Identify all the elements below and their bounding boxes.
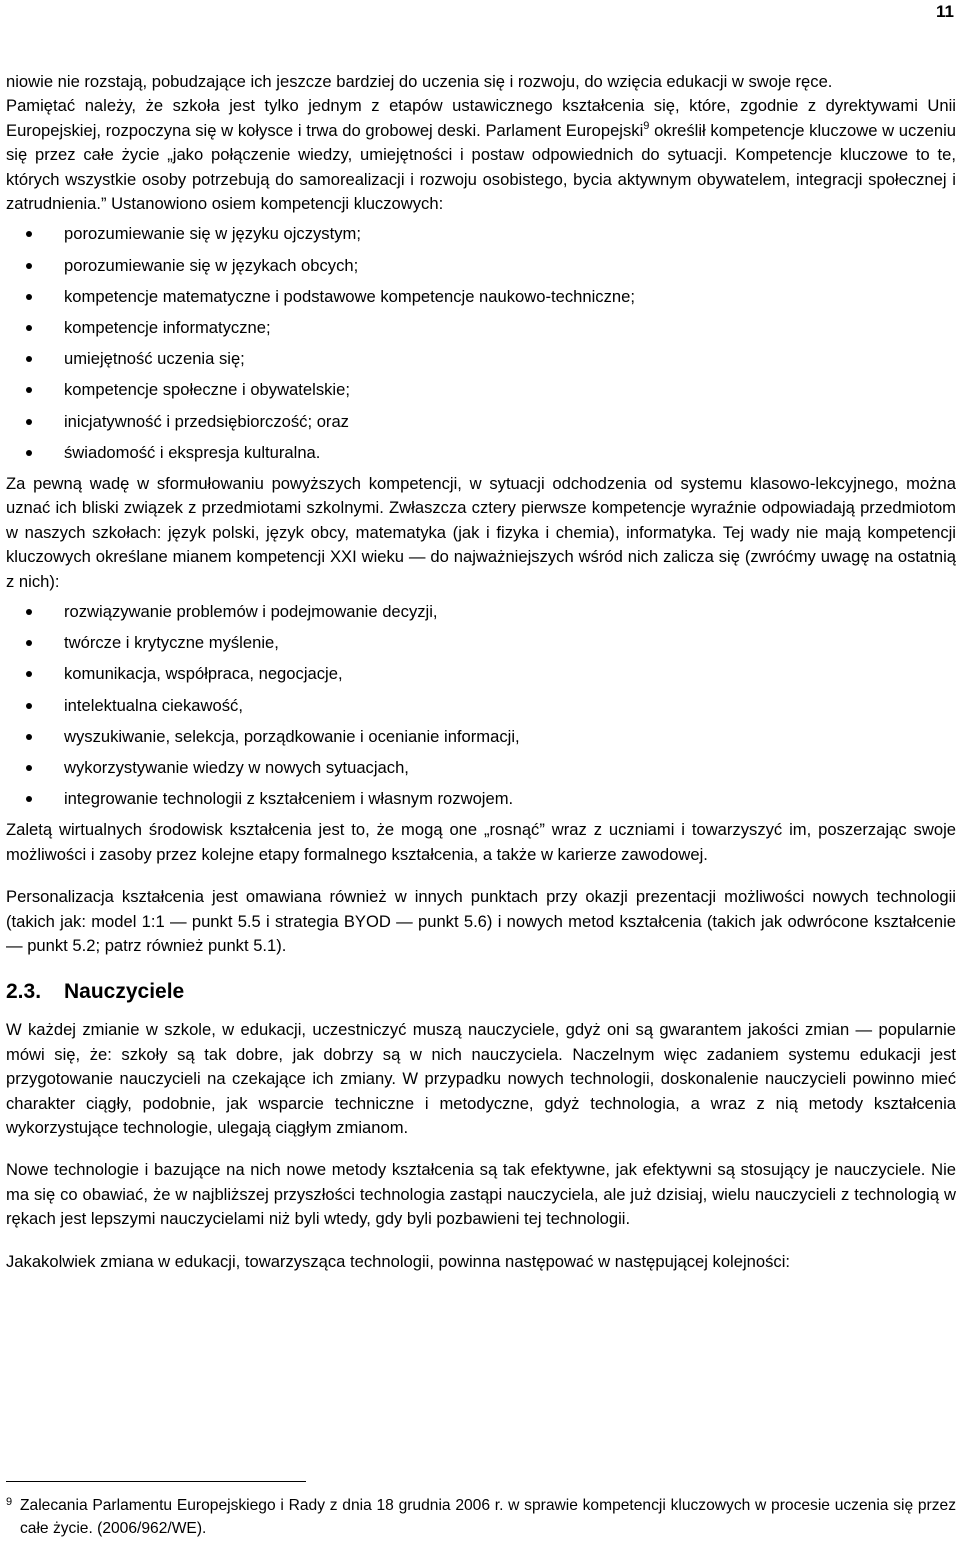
21st-century-competences-list: [6, 596, 956, 814]
paragraph-teachers: W każdej zmianie w szkole, w edukacji, uczestniczyć muszą nauczyciele, gdyż oni są gwarantem jakości zmian — popularnie mówi się, że: szkoły są tak dobre, jak dobrzy są w nich nauczyciela. Naczelnym więc zadaniem systemu edukacji jest przygotowanie nauczycieli na czekające ich zmiany. W przypadku nowych technologii, doskonalenie nauczycieli powinno mieć charakter ciągły, podobnie, jak wsparcie techniczne i metodyczne, gdyż technologia, a wraz z nią metody kształcenia wykorzystujące technologie, ulegają ciągłym zmianom.: [6, 1020, 956, 1137]
paragraph-personalization: Personalizacja kształcenia jest omawiana również w innych punktach przy okazji prezentacji możliwości nowych technologii (takich jak: model 1:1 — punkt 5.5 i strategia BYOD — punkt 5.6) i nowych metod kształcenia (takich jak odwrócone kształcenie — punkt 5.2; patrz również punkt 5.1).: [6, 887, 956, 955]
footnote-text: Zalecania Parlamentu Europejskiego i Rady z dnia 18 grudnia 2006 r. w sprawie kompetencji kluczowych w procesie uczenia się przez całe życie. (2006/962/WE).: [20, 1497, 956, 1537]
list-item: intelektualna ciekawość,: [6, 690, 956, 721]
page-number: 11: [936, 2, 954, 21]
list-item: kompetencje informatyczne;: [6, 312, 956, 343]
key-competences-list: [6, 218, 956, 468]
list-item: umiejętność uczenia się;: [6, 343, 956, 374]
footnote-reference: 9: [643, 119, 650, 132]
paragraph-text: określił kompetencje kluczowe w uczeniu się przez całe życie „jako połączenie wiedzy, umiejętności i postaw odpowiednich do sytuacji. Kompetencje kluczowe to te, których wszystkie osoby potrzebują do samorealizacji i rozwoju osobistego, bycia aktywnym obywatelem, integracji społecznej i zatrudnienia.” Ustanowiono osiem kompetencji kluczowych:: [6, 120, 956, 214]
list-item: wyszukiwanie, selekcja, porządkowanie i ocenianie informacji,: [6, 721, 956, 752]
paragraph-virtual-environments: Zaletą wirtualnych środowisk kształcenia jest to, że mogą one „rosnąć” wraz z uczniami i towarzyszyć im, poszerzając swoje możliwości i zasoby przez kolejne etapy formalnego kształcenia, a także w karierze zawodowej.: [6, 820, 956, 864]
section-heading: [6, 978, 956, 1006]
list-item: wykorzystywanie wiedzy w nowych sytuacjach,: [6, 752, 956, 783]
list-item: integrowanie technologii z kształceniem i własnym rozwojem.: [6, 783, 956, 814]
footnote: [6, 1494, 956, 1540]
paragraph-change-order: Jakakolwiek zmiana w edukacji, towarzysząca technologii, powinna następować w następującej kolejności:: [6, 1251, 791, 1271]
list-item: porozumiewanie się w językach obcych;: [6, 250, 956, 281]
footnote-mark: 9: [6, 1496, 13, 1508]
list-item: twórcze i krytyczne myślenie,: [6, 627, 956, 658]
paragraph-new-technologies: Nowe technologie i bazujące na nich nowe metody kształcenia są tak efektywne, jak efektywni są stosujący je nauczyciele. Nie ma się co obawiać, że w najbliższej przyszłości technologia zastąpi nauczyciela, ale już dzisiaj, wielu nauczycieli z technologią w rękach jest lepszymi nauczycielami niż byli wtedy, gdy byli pozbawieni tej technologii.: [6, 1160, 956, 1229]
list-item: inicjatywność i przedsiębiorczość; oraz: [6, 406, 956, 437]
section-number: 2.3.: [6, 980, 42, 1004]
list-item: porozumiewanie się w języku ojczystym;: [6, 218, 956, 249]
list-item: komunikacja, współpraca, negocjacje,: [6, 658, 956, 689]
paragraph-key-competences-intro: [6, 94, 956, 216]
document-body: [6, 70, 956, 1274]
list-item: rozwiązywanie problemów i podejmowanie decyzji,: [6, 596, 956, 627]
list-item: kompetencje społeczne i obywatelskie;: [6, 374, 956, 405]
list-item: kompetencje matematyczne i podstawowe kompetencje naukowo-techniczne;: [6, 281, 956, 312]
paragraph-continuation: niowie nie rozstają, pobudzające ich jeszcze bardziej do uczenia się i rozwoju, do wzięcia edukacji w swoje ręce.: [6, 72, 833, 91]
footnote-separator: [6, 1481, 306, 1482]
section-title: Nauczyciele: [64, 980, 185, 1004]
paragraph-21st-century-intro: Za pewną wadę w sformułowaniu powyższych kompetencji, w sytuacji odchodzenia od systemu klasowo-lekcyjnego, można uznać ich bliski związek z przedmiotami szkolnymi. Zwłaszcza cztery pierwsze kompetencje wyraźnie odpowiadają przedmiotom w naszych szkołach: język polski, język obcy, matematyka (jak i fizyka i chemia), informatyka. Tej wady nie mają kompetencji kluczowych określane mianem kompetencji XXI wieku — do najważniejszych wśród nich zalicza się (zwróćmy uwagę na ostatnią z nich):: [6, 473, 956, 591]
list-item: świadomość i ekspresja kulturalna.: [6, 437, 956, 468]
paragraph-text: Pamiętać należy, że szkoła jest tylko jednym z etapów ustawicznego kształcenia się, które, zgodnie z dyrektywami Unii Europejskiej, rozpoczyna się w kołysce i trwa do grobowej deski. Parlament Europejski: [6, 96, 956, 140]
